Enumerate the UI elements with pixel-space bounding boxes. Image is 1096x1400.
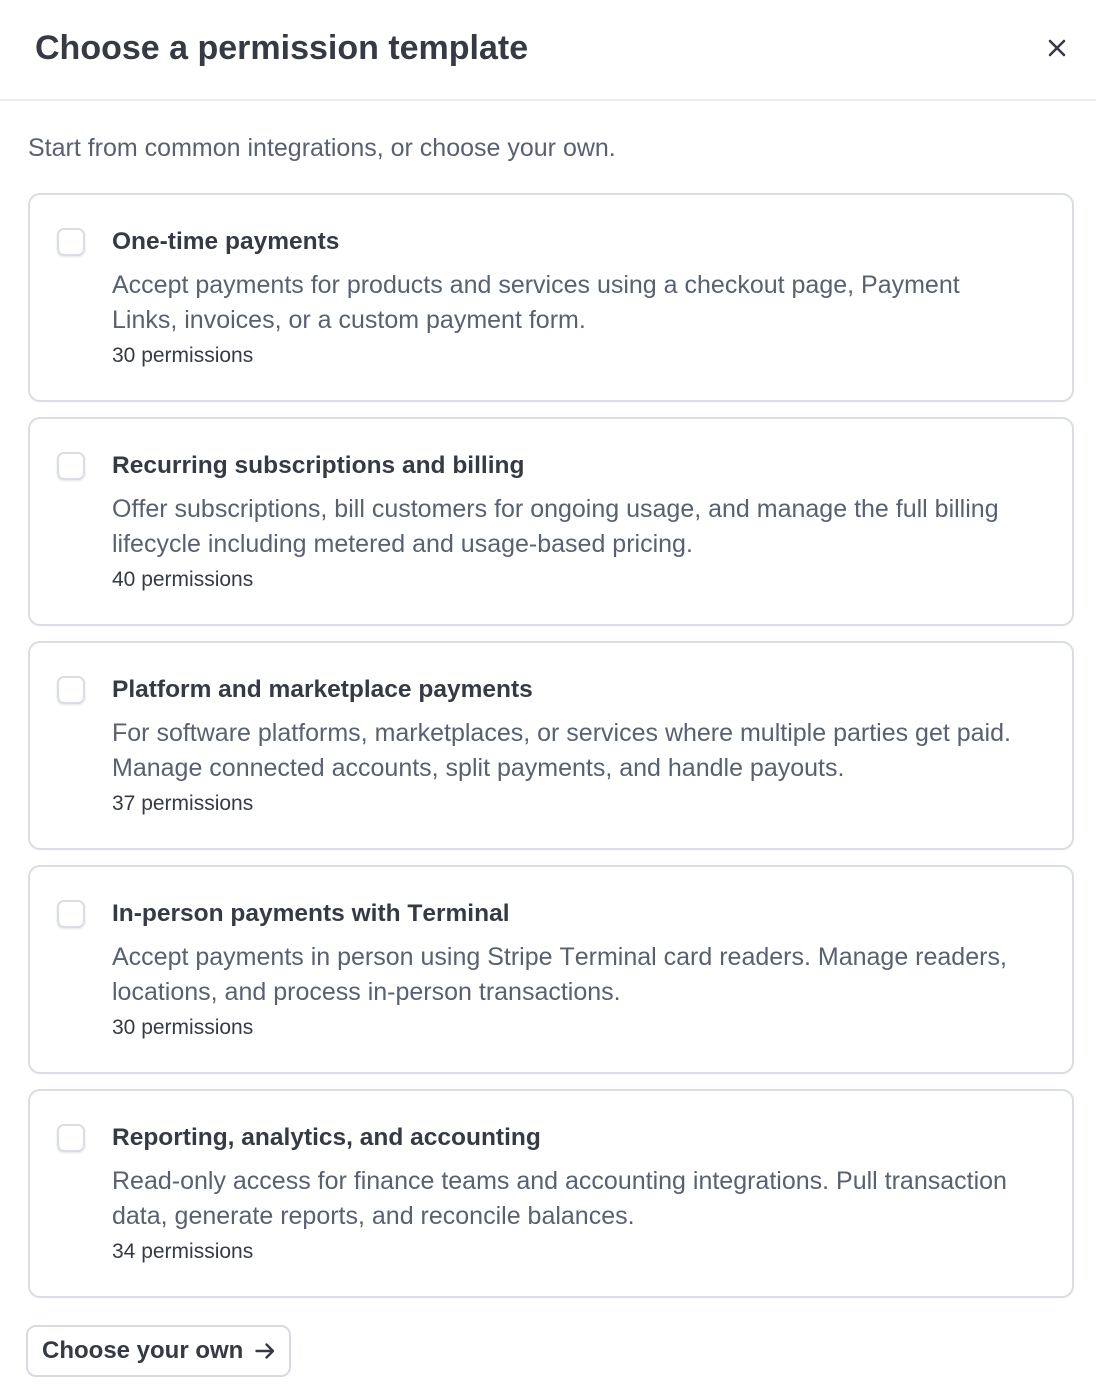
template-permission-count: 30 permissions — [112, 344, 254, 367]
dialog-subtitle: Start from common integrations, or choose your own. — [28, 134, 616, 162]
template-title: Platform and marketplace payments — [112, 676, 533, 703]
template-title: Recurring subscriptions and billing — [112, 452, 525, 479]
template-permission-count: 30 permissions — [112, 1016, 254, 1039]
template-title: In-person payments with Terminal — [112, 900, 510, 927]
template-checkbox[interactable] — [57, 228, 85, 256]
template-checkbox[interactable] — [57, 1124, 85, 1152]
template-card-one-time-payments[interactable] — [28, 193, 1074, 402]
arrow-right-icon — [255, 1342, 275, 1360]
template-checkbox[interactable] — [57, 900, 85, 928]
template-permission-count: 34 permissions — [112, 1240, 254, 1263]
close-button[interactable] — [1039, 30, 1075, 66]
template-title: One-time payments — [112, 228, 340, 255]
template-description: Read-only access for finance teams and accounting integrations. Pull transaction data, generate reports, and reconcile balances. — [112, 1166, 1007, 1230]
template-checkbox[interactable] — [57, 452, 85, 480]
choose-your-own-label: Choose your own — [42, 1337, 244, 1364]
template-description: Accept payments in person using Stripe Terminal card readers. Manage readers, locations, and process in-person transactions. — [112, 942, 1007, 1006]
template-description: Accept payments for products and services using a checkout page, Payment Links, invoices, or a custom payment form. — [112, 270, 960, 334]
choose-your-own-button[interactable] — [26, 1325, 291, 1377]
template-permission-count: 37 permissions — [112, 792, 254, 815]
dialog-header — [0, 0, 1096, 101]
template-description: Offer subscriptions, bill customers for ongoing usage, and manage the full billing lifecycle including metered and usage-based pricing. — [112, 494, 999, 558]
template-card-in-person-terminal[interactable] — [28, 865, 1074, 1074]
template-title: Reporting, analytics, and accounting — [112, 1124, 541, 1151]
dialog-title: Choose a permission template — [35, 29, 529, 67]
template-description: For software platforms, marketplaces, or services where multiple parties get paid. Manage connected accounts, split payments, and handle payouts. — [112, 718, 1011, 782]
template-card-recurring-billing[interactable] — [28, 417, 1074, 626]
template-list — [28, 193, 1074, 1298]
template-checkbox[interactable] — [57, 676, 85, 704]
template-card-reporting-accounting[interactable] — [28, 1089, 1074, 1298]
template-card-platform-marketplace[interactable] — [28, 641, 1074, 850]
close-icon[interactable] — [1048, 39, 1066, 57]
template-permission-count: 40 permissions — [112, 568, 254, 591]
